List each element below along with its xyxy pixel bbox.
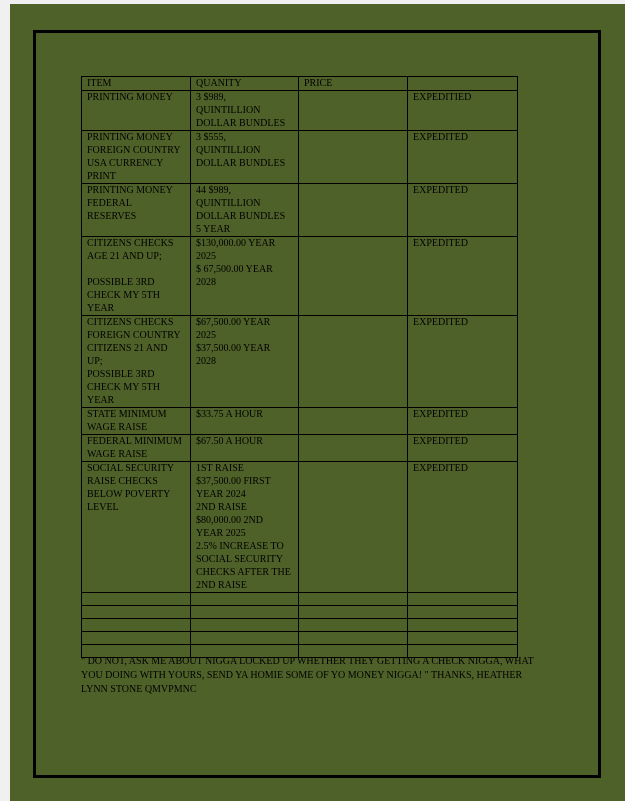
cell-status: EXPEDITED [408,435,518,462]
cell-status: EXPEDITED [408,408,518,435]
header-status [408,77,518,91]
table-row [82,131,518,184]
cell-item: SOCIAL SECURITY RAISE CHECKS BELOW POVERTY LEVEL [82,462,191,593]
cell-status: EXPEDITIED [408,91,518,131]
cell-item: PRINTING MONEY FEDERAL RESERVES [82,184,191,237]
empty-cell [408,606,518,619]
cell-quantity: $33.75 A HOUR [191,408,299,435]
empty-cell [82,593,191,606]
header-price: PRICE [299,77,408,91]
closing-note: " DO NOT, ASK ME ABOUT NIGGA LOCKED UP WHETHER THEY GETTING A CHECK NIGGA, WHAT YOU DOING WITH YOURS, SEND YA HOMIE SOME OF YO MONEY NIGGA! " THANKS, HEATHER LYNN STONE QMVPMNC [81,656,534,695]
order-table [81,76,518,658]
empty-cell [408,632,518,645]
cell-quantity: 3 $989, QUINTILLION DOLLAR BUNDLES [191,91,299,131]
header-row [82,77,518,91]
cell-item: CITIZENS CHECKS AGE 21 AND UP; POSSIBLE 3RD CHECK MY 5TH YEAR [82,237,191,316]
table-row [82,316,518,408]
cell-item: PRINTING MONEY [82,91,191,131]
empty-cell [408,593,518,606]
table-row [82,408,518,435]
cell-quantity: $67.50 A HOUR [191,435,299,462]
table-row [82,462,518,593]
cell-quantity: 3 $555, QUINTILLION DOLLAR BUNDLES [191,131,299,184]
empty-cell [191,593,299,606]
empty-cell [299,606,408,619]
table-row [82,184,518,237]
header-quantity: QUANITY [191,77,299,91]
cell-item: STATE MINIMUM WAGE RAISE [82,408,191,435]
cell-price [299,435,408,462]
cell-status: EXPEDITED [408,462,518,593]
empty-cell [82,632,191,645]
cell-quantity: $67,500.00 YEAR 2025 $37,500.00 YEAR 2028 [191,316,299,408]
table-row [82,435,518,462]
empty-cell [82,606,191,619]
cell-status: EXPEDITED [408,131,518,184]
empty-cell [191,606,299,619]
cell-status: EXPEDITED [408,237,518,316]
cell-quantity: 1ST RAISE $37,500.00 FIRST YEAR 2024 2ND RAISE $80,000.00 2ND YEAR 2025 2.5% INCREASE TO SOCIAL SECURITY CHECKS AFTER THE 2ND RAISE [191,462,299,593]
cell-price [299,91,408,131]
empty-cell [191,632,299,645]
empty-cell [191,619,299,632]
cell-price [299,462,408,593]
cell-item: PRINTING MONEY FOREIGN COUNTRY USA CURRENCY PRINT [82,131,191,184]
cell-price [299,237,408,316]
empty-cell [82,619,191,632]
empty-row [82,632,518,645]
empty-row [82,606,518,619]
cell-quantity: 44 $989, QUINTILLION DOLLAR BUNDLES 5 YEAR [191,184,299,237]
table-row [82,91,518,131]
empty-cell [299,632,408,645]
cell-quantity: $130,000.00 YEAR 2025 $ 67,500.00 YEAR 2028 [191,237,299,316]
cell-status: EXPEDITED [408,184,518,237]
cell-price [299,408,408,435]
cell-price [299,184,408,237]
empty-cell [408,619,518,632]
cell-item: CITIZENS CHECKS FOREIGN COUNTRY CITIZENS 21 AND UP; POSSIBLE 3RD CHECK MY 5TH YEAR [82,316,191,408]
header-item: ITEM [82,77,191,91]
cell-status: EXPEDITED [408,316,518,408]
cell-price [299,316,408,408]
empty-row [82,593,518,606]
empty-row [82,619,518,632]
cell-price [299,131,408,184]
empty-cell [299,593,408,606]
cell-item: FEDERAL MINIMUM WAGE RAISE [82,435,191,462]
table-row [82,237,518,316]
empty-cell [299,619,408,632]
